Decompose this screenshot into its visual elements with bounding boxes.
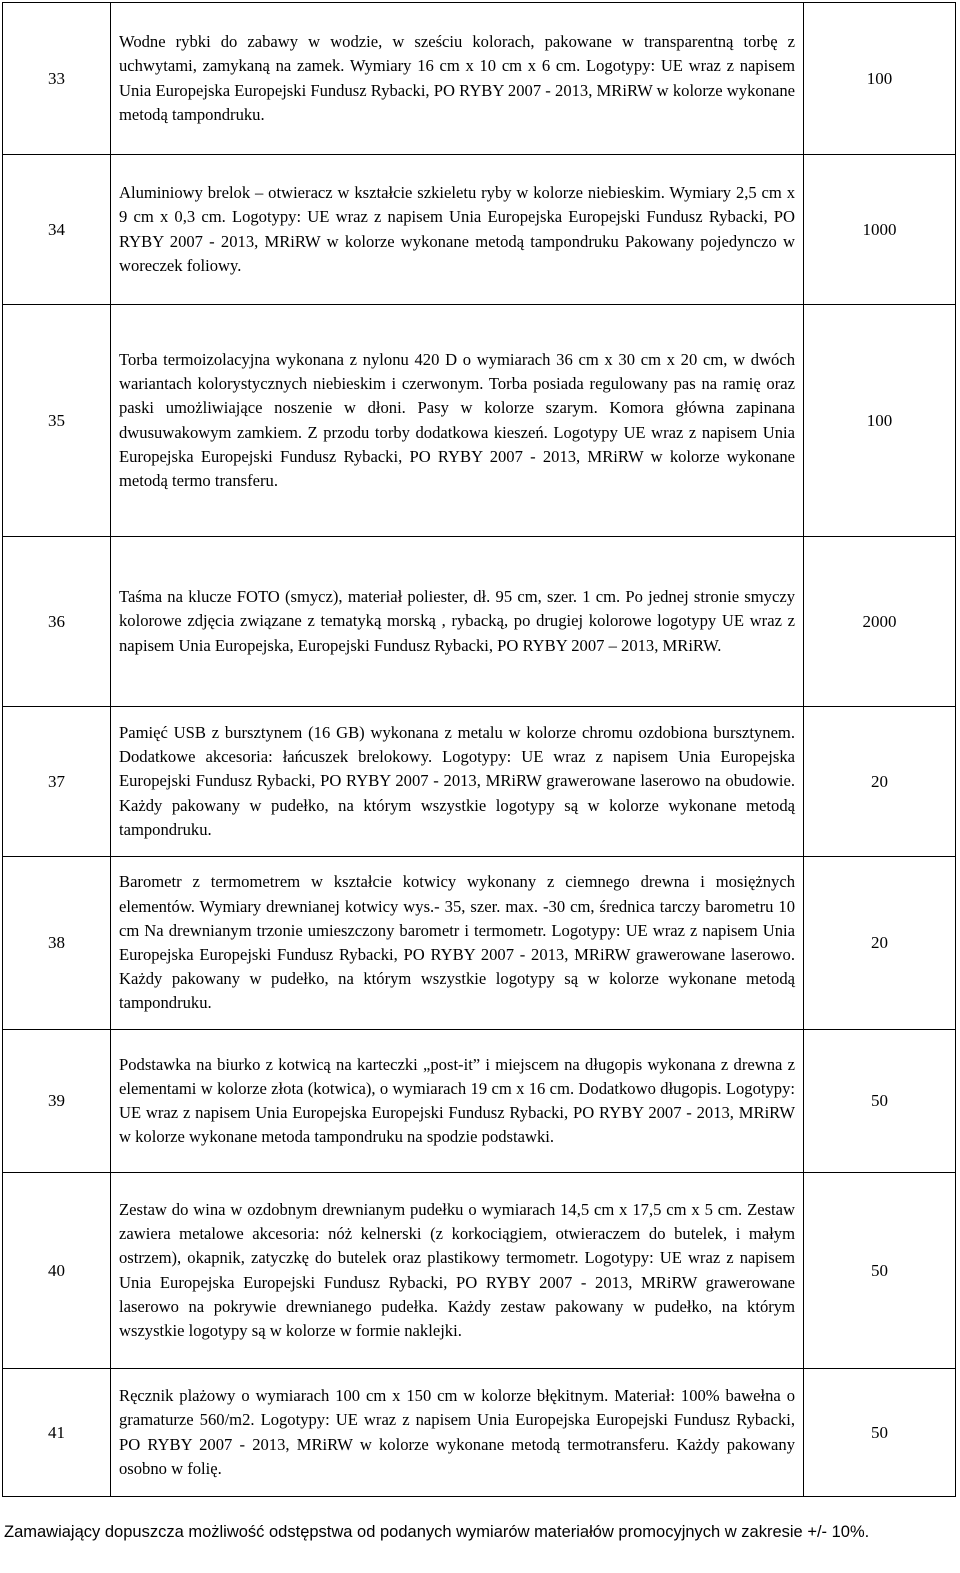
table-row	[3, 155, 956, 305]
item-description: Wodne rybki do zabawy w wodzie, w sześciu kolorach, pakowane w transparentną torbę z uchwytami, zamykaną na zamek. Wymiary 16 cm x 10 cm x 6 cm. Logotypy: UE wraz z napisem Unia Europejska Europejski Fundusz Rybacki, PO RYBY 2007 - 2013, MRiRW w kolorze wykonane metodą tampondruku.	[111, 3, 804, 155]
item-quantity: 100	[804, 305, 956, 537]
table-row	[3, 1030, 956, 1173]
row-number: 37	[3, 707, 111, 857]
table-row	[3, 707, 956, 857]
item-description: Ręcznik plażowy o wymiarach 100 cm x 150 cm w kolorze błękitnym. Materiał: 100% bawełna o gramaturze 560/m2. Logotypy: UE wraz z napisem Unia Europejska Europejski Fundusz Rybacki, PO RYBY 2007 - 2013, MRiRW w kolorze wykonane metodą termotransferu. Każdy pakowany osobno w folię.	[111, 1369, 804, 1497]
row-number: 36	[3, 537, 111, 707]
item-quantity: 2000	[804, 537, 956, 707]
item-description: Pamięć USB z bursztynem (16 GB) wykonana z metalu w kolorze chromu ozdobiona bursztynem. Dodatkowe akcesoria: łańcuszek brelokowy. Logotypy: UE wraz z napisem Unia Europejska Europejski Fundusz Rybacki, PO RYBY 2007 - 2013, MRiRW grawerowane laserowo na obudowie. Każdy pakowany w pudełko, na którym wszystkie logotypy są w kolorze wykonane metodą tampondruku.	[111, 707, 804, 857]
row-number: 34	[3, 155, 111, 305]
row-number: 39	[3, 1030, 111, 1173]
items-table	[2, 2, 956, 1497]
item-description: Taśma na klucze FOTO (smycz), materiał poliester, dł. 95 cm, szer. 1 cm. Po jednej stronie smyczy kolorowe zdjęcia związane z tematyką morską , rybacką, po drugiej kolorowe logotypy UE wraz z napisem Unia Europejska, Europejski Fundusz Rybacki, PO RYBY 2007 – 2013, MRiRW.	[111, 537, 804, 707]
row-number: 40	[3, 1173, 111, 1369]
table-row	[3, 537, 956, 707]
item-quantity: 50	[804, 1369, 956, 1497]
item-description: Zestaw do wina w ozdobnym drewnianym pudełku o wymiarach 14,5 cm x 17,5 cm x 5 cm. Zestaw zawiera metalowe akcesoria: nóż kelnerski (z korkociągiem, otwieraczem do butelek, i małym ostrzem), okapnik, zatyczkę do butelek oraz plastikowy termometr. Logotypy: UE wraz z napisem Unia Europejska Europejski Fundusz Rybacki, PO RYBY 2007 - 2013, MRiRW grawerowane laserowo na pokrywie drewnianego pudełka. Każdy zestaw pakowany w pudełko, na którym wszystkie logotypy są w kolorze w formie naklejki.	[111, 1173, 804, 1369]
item-quantity: 20	[804, 857, 956, 1030]
item-quantity: 20	[804, 707, 956, 857]
item-description: Barometr z termometrem w kształcie kotwicy wykonany z ciemnego drewna i mosiężnych elementów. Wymiary drewnianej kotwicy wys.- 35, szer. max. -30 cm, średnica tarczy barometru 10 cm Na drewnianym trzonie umieszczony barometr i termometr. Logotypy: UE wraz z napisem Unia Europejska Europejski Fundusz Rybacki, PO RYBY 2007 - 2013, MRiRW grawerowane laserowo. Każdy pakowany w pudełko, na którym wszystkie logotypy są w kolorze wykonane metodą tampondruku.	[111, 857, 804, 1030]
row-number: 38	[3, 857, 111, 1030]
table-row	[3, 1369, 956, 1497]
table-row	[3, 3, 956, 155]
table-row	[3, 857, 956, 1030]
table-row	[3, 305, 956, 537]
row-number: 41	[3, 1369, 111, 1497]
item-quantity: 50	[804, 1173, 956, 1369]
table-row	[3, 1173, 956, 1369]
item-quantity: 1000	[804, 155, 956, 305]
item-description: Podstawka na biurko z kotwicą na karteczki „post-it” i miejscem na długopis wykonana z drewna z elementami w kolorze złota (kotwica), o wymiarach 19 cm x 16 cm. Dodatkowo długopis. Logotypy: UE wraz z napisem Unia Europejska Europejski Fundusz Rybacki, PO RYBY 2007 - 2013, MRiRW w kolorze wykonane metoda tampondruku na spodzie podstawki.	[111, 1030, 804, 1173]
item-quantity: 100	[804, 3, 956, 155]
item-description: Torba termoizolacyjna wykonana z nylonu 420 D o wymiarach 36 cm x 30 cm x 20 cm, w dwóch wariantach kolorystycznych niebieskim i czerwonym. Torba posiada regulowany pas na ramię oraz paski umożliwiające noszenie w dłoni. Pasy w kolorze szarym. Komora główna zapinana dwusuwakowym zamkiem. Z przodu torby dodatkowa kieszeń. Logotypy UE wraz z napisem Unia Europejska Europejski Fundusz Rybacki, PO RYBY 2007 - 2013, MRiRW w kolorze wykonane metodą termo transferu.	[111, 305, 804, 537]
row-number: 33	[3, 3, 111, 155]
row-number: 35	[3, 305, 111, 537]
item-quantity: 50	[804, 1030, 956, 1173]
item-description: Aluminiowy brelok – otwieracz w kształcie szkieletu ryby w kolorze niebieskim. Wymiary 2,5 cm x 9 cm x 0,3 cm. Logotypy: UE wraz z napisem Unia Europejska Europejski Fundusz Rybacki, PO RYBY 2007 - 2013, MRiRW w kolorze wykonane metodą tampondruku Pakowany pojedynczo w woreczek foliowy.	[111, 155, 804, 305]
footer-note: Zamawiający dopuszcza możliwość odstępstwa od podanych wymiarów materiałów promocyjnych w zakresie +/- 10%.	[4, 1523, 870, 1541]
